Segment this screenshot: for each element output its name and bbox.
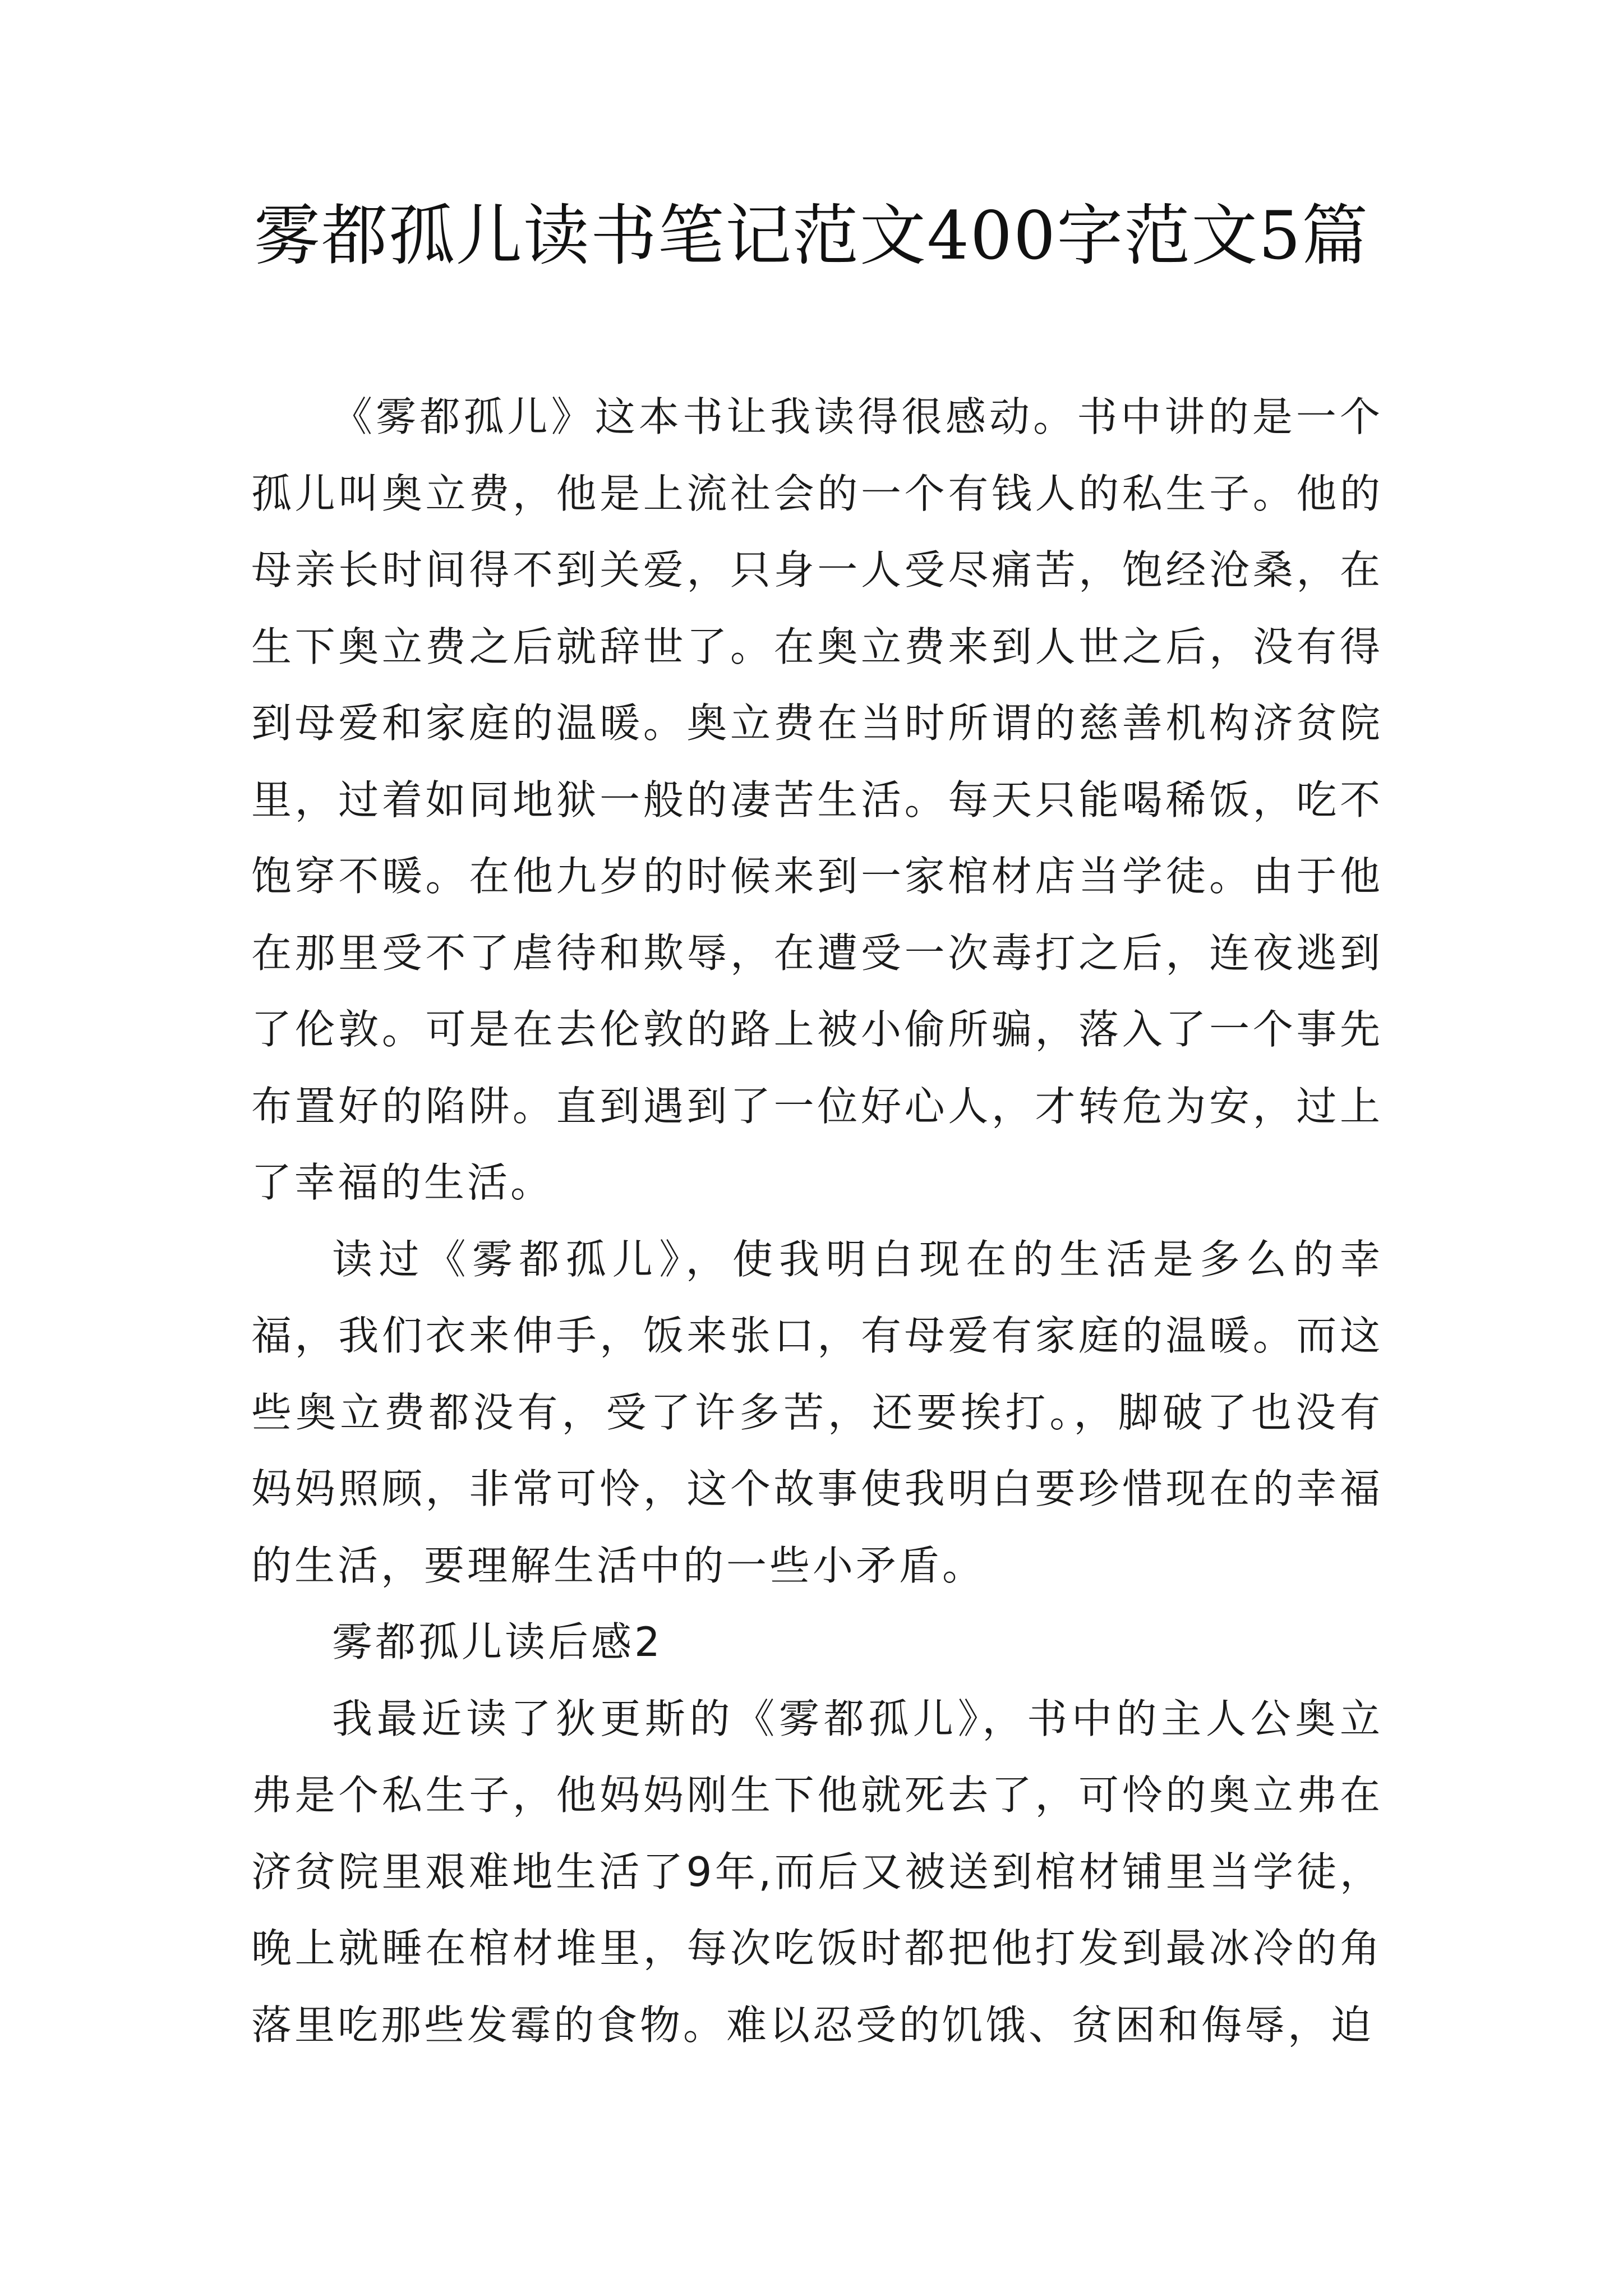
paragraph-3: 我最近读了狄更斯的《雾都孤儿》，书中的主人公奥立弗是个私生子，他妈妈刚生下他就死去了，可怜的奥立弗在济贫院里艰难地生活了9年,而后又被送到棺材铺里当学徒，晚上就睡在棺材堆里，每次吃饭时都把他打发到最冰冷的角落里吃那些发霉的食物。难以忍受的饥饿、贫困和侮辱，迫	[251, 1695, 1383, 2049]
section-heading-2: 雾都孤儿读后感2	[332, 1618, 663, 1665]
document-title: 雾都孤儿读书笔记范文400字范文5篇	[253, 197, 1370, 274]
paragraph-2: 读过《雾都孤儿》，使我明白现在的生活是多么的幸福，我们衣来伸手，饭来张口，有母爱有家庭的温暖。而这些奥立费都没有，受了许多苦，还要挨打。，脚破了也没有妈妈照顾，非常可怜，这个故事使我明白要珍惜现在的幸福的生活，要理解生活中的一些小矛盾。	[251, 1235, 1383, 1589]
document-body	[251, 379, 1383, 2063]
paragraph-1: 《雾都孤儿》这本书让我读得很感动。书中讲的是一个孤儿叫奥立费，他是上流社会的一个有钱人的私生子。他的母亲长时间得不到关爱，只身一人受尽痛苦，饱经沧桑，在生下奥立费之后就辞世了。在奥立费来到人世之后，没有得到母爱和家庭的温暖。奥立费在当时所谓的慈善机构济贫院里，过着如同地狱一般的凄苦生活。每天只能喝稀饭，吃不饱穿不暖。在他九岁的时候来到一家棺材店当学徒。由于他在那里受不了虐待和欺辱，在遭受一次毒打之后，连夜逃到了伦敦。可是在去伦敦的路上被小偷所骗，落入了一个事先布置好的陷阱。直到遇到了一位好心人，才转危为安，过上了幸福的生活。	[251, 393, 1383, 1206]
